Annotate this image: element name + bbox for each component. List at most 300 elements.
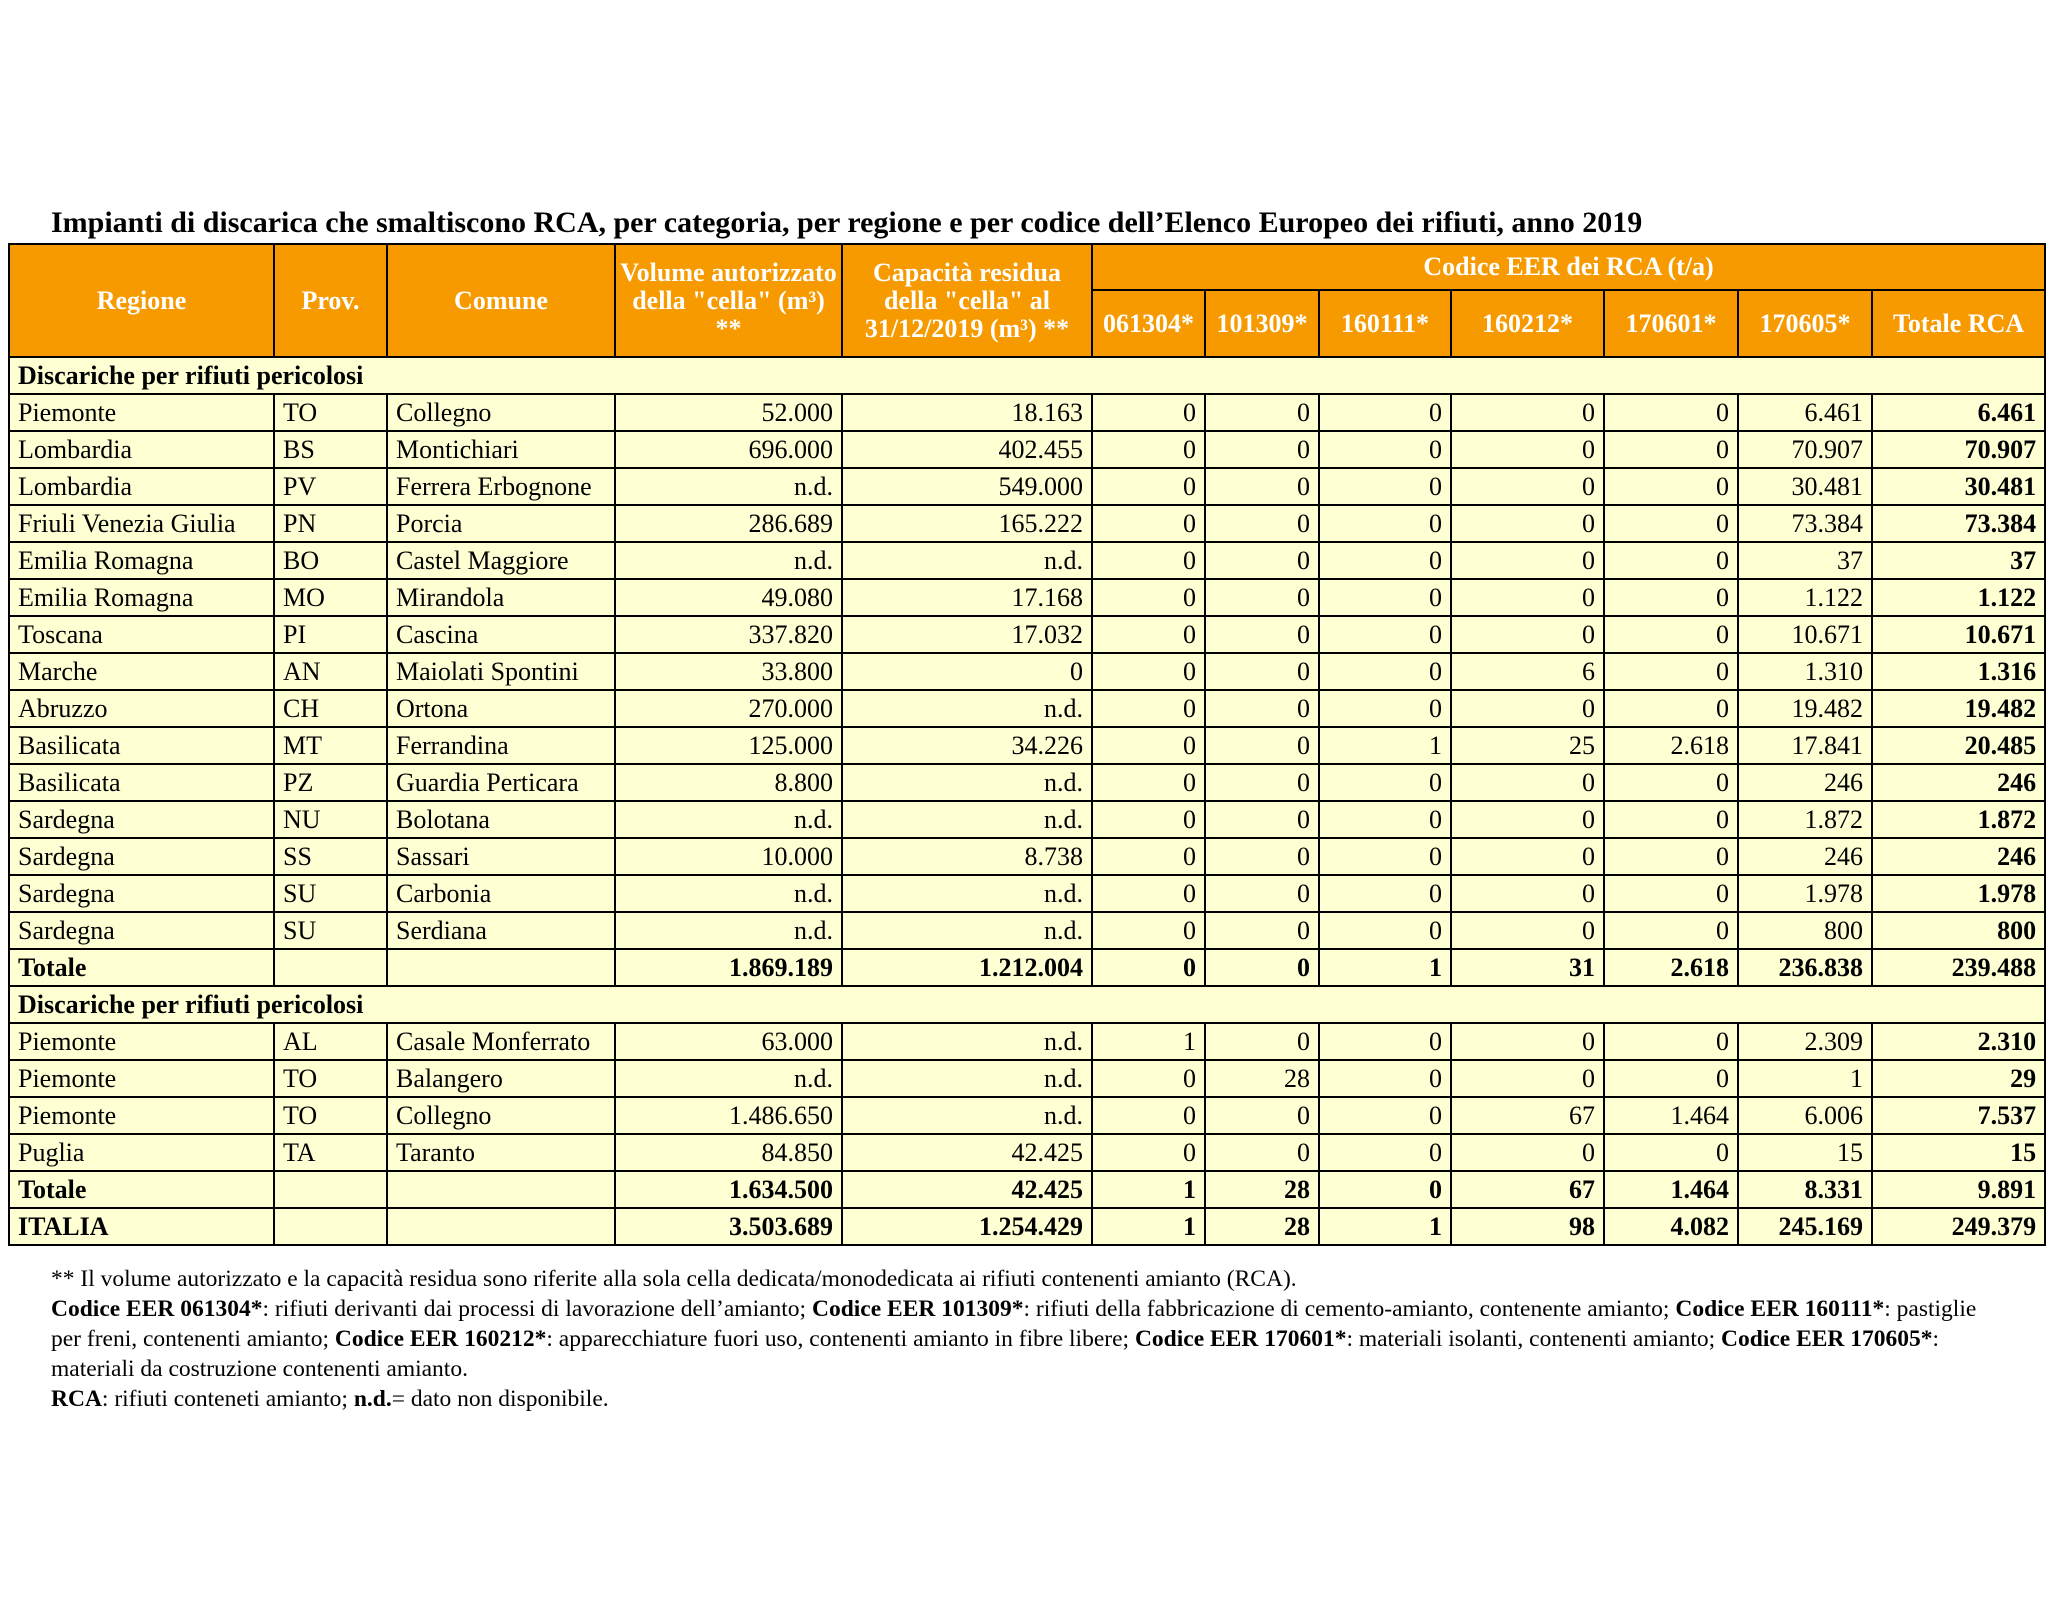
- cell-comune: [387, 1171, 615, 1208]
- cell-volume: 337.820: [615, 616, 842, 653]
- cell-prov: SU: [274, 875, 387, 912]
- cell-volume: 10.000: [615, 838, 842, 875]
- cell-160212: 67: [1451, 1097, 1604, 1134]
- cell-totale-rca: 37: [1872, 542, 2045, 579]
- table-row: [9, 875, 2045, 912]
- cell-volume: 696.000: [615, 431, 842, 468]
- table-row: [9, 468, 2045, 505]
- cell-prov: AN: [274, 653, 387, 690]
- total-label: Totale: [9, 1171, 274, 1208]
- cell-170601: 0: [1604, 653, 1738, 690]
- cell-160212: 31: [1451, 949, 1604, 986]
- section-label: Discariche per rifiuti pericolosi: [9, 357, 2045, 394]
- cell-totale-rca: 29: [1872, 1060, 2045, 1097]
- cell-061304: 0: [1092, 801, 1205, 838]
- cell-prov: TO: [274, 1097, 387, 1134]
- cell-prov: PV: [274, 468, 387, 505]
- table-row: [9, 1134, 2045, 1171]
- cell-totale-rca: 1.978: [1872, 875, 2045, 912]
- cell-160212: 0: [1451, 616, 1604, 653]
- table-row: [9, 801, 2045, 838]
- note-code-text: : rifiuti derivanti dai processi di lavorazione dell’amianto;: [262, 1296, 812, 1322]
- cell-101309: 0: [1205, 653, 1319, 690]
- cell-160111: 1: [1319, 1208, 1451, 1245]
- cell-160111: 0: [1319, 764, 1451, 801]
- cell-170605: 6.006: [1738, 1097, 1872, 1134]
- cell-prov: MO: [274, 579, 387, 616]
- cell-prov: [274, 949, 387, 986]
- cell-170605: 73.384: [1738, 505, 1872, 542]
- cell-101309: 0: [1205, 579, 1319, 616]
- cell-prov: PN: [274, 505, 387, 542]
- header-code-160212: 160212*: [1451, 290, 1604, 357]
- cell-101309: 0: [1205, 616, 1319, 653]
- cell-totale-rca: 9.891: [1872, 1171, 2045, 1208]
- total-row: [9, 949, 2045, 986]
- cell-capacita: 8.738: [842, 838, 1092, 875]
- cell-160111: 0: [1319, 690, 1451, 727]
- cell-regione: Basilicata: [9, 727, 274, 764]
- cell-170605: 1.978: [1738, 875, 1872, 912]
- cell-160212: 0: [1451, 394, 1604, 431]
- cell-160111: 0: [1319, 1134, 1451, 1171]
- table-row: [9, 838, 2045, 875]
- cell-comune: Ortona: [387, 690, 615, 727]
- cell-totale-rca: 1.316: [1872, 653, 2045, 690]
- cell-totale-rca: 1.872: [1872, 801, 2045, 838]
- cell-101309: 0: [1205, 727, 1319, 764]
- cell-totale-rca: 70.907: [1872, 431, 2045, 468]
- cell-capacita: n.d.: [842, 1060, 1092, 1097]
- cell-capacita: n.d.: [842, 542, 1092, 579]
- cell-170605: 1: [1738, 1060, 1872, 1097]
- cell-totale-rca: 73.384: [1872, 505, 2045, 542]
- cell-volume: n.d.: [615, 542, 842, 579]
- cell-101309: 28: [1205, 1060, 1319, 1097]
- note-abbr-label: RCA: [51, 1386, 102, 1412]
- cell-capacita: 42.425: [842, 1134, 1092, 1171]
- cell-volume: n.d.: [615, 912, 842, 949]
- cell-170601: 0: [1604, 801, 1738, 838]
- cell-prov: MT: [274, 727, 387, 764]
- cell-regione: Sardegna: [9, 801, 274, 838]
- cell-comune: Castel Maggiore: [387, 542, 615, 579]
- cell-comune: Casale Monferrato: [387, 1023, 615, 1060]
- cell-170605: 1.122: [1738, 579, 1872, 616]
- header-code-061304: 061304*: [1092, 290, 1205, 357]
- cell-regione: Sardegna: [9, 875, 274, 912]
- header-code-160111: 160111*: [1319, 290, 1451, 357]
- cell-comune: Montichiari: [387, 431, 615, 468]
- cell-volume: 1.869.189: [615, 949, 842, 986]
- cell-regione: Lombardia: [9, 468, 274, 505]
- cell-160212: 0: [1451, 431, 1604, 468]
- note-code-text: : materiali isolanti, contenenti amianto;: [1346, 1326, 1722, 1352]
- cell-101309: 0: [1205, 949, 1319, 986]
- table-row: [9, 653, 2045, 690]
- cell-170605: 19.482: [1738, 690, 1872, 727]
- cell-prov: BO: [274, 542, 387, 579]
- section-row: [9, 357, 2045, 394]
- table-row: [9, 764, 2045, 801]
- cell-totale-rca: 2.310: [1872, 1023, 2045, 1060]
- table-row: [9, 912, 2045, 949]
- cell-061304: 0: [1092, 1134, 1205, 1171]
- cell-160111: 0: [1319, 838, 1451, 875]
- cell-capacita: 42.425: [842, 1171, 1092, 1208]
- cell-comune: Guardia Perticara: [387, 764, 615, 801]
- cell-160111: 1: [1319, 727, 1451, 764]
- cell-061304: 0: [1092, 875, 1205, 912]
- cell-160111: 0: [1319, 801, 1451, 838]
- cell-volume: n.d.: [615, 468, 842, 505]
- cell-totale-rca: 246: [1872, 838, 2045, 875]
- cell-160111: 0: [1319, 1060, 1451, 1097]
- cell-170601: 4.082: [1604, 1208, 1738, 1245]
- note-code-label: Codice EER 170601*: [1134, 1326, 1347, 1352]
- header-regione: Regione: [9, 244, 274, 357]
- cell-160212: 0: [1451, 579, 1604, 616]
- cell-160111: 0: [1319, 616, 1451, 653]
- cell-regione: Marche: [9, 653, 274, 690]
- cell-regione: Emilia Romagna: [9, 542, 274, 579]
- cell-comune: Ferrera Erbognone: [387, 468, 615, 505]
- cell-regione: Lombardia: [9, 431, 274, 468]
- cell-capacita: 18.163: [842, 394, 1092, 431]
- cell-170605: 236.838: [1738, 949, 1872, 986]
- cell-totale-rca: 6.461: [1872, 394, 2045, 431]
- cell-comune: Maiolati Spontini: [387, 653, 615, 690]
- cell-160212: 0: [1451, 838, 1604, 875]
- cell-170605: 6.461: [1738, 394, 1872, 431]
- header-code-170601: 170601*: [1604, 290, 1738, 357]
- cell-101309: 0: [1205, 1097, 1319, 1134]
- cell-170605: 245.169: [1738, 1208, 1872, 1245]
- document: [8, 205, 2044, 1414]
- cell-061304: 0: [1092, 653, 1205, 690]
- cell-061304: 0: [1092, 1060, 1205, 1097]
- cell-160111: 0: [1319, 579, 1451, 616]
- cell-totale-rca: 10.671: [1872, 616, 2045, 653]
- cell-volume: n.d.: [615, 875, 842, 912]
- cell-comune: Porcia: [387, 505, 615, 542]
- cell-capacita: 1.254.429: [842, 1208, 1092, 1245]
- cell-061304: 0: [1092, 764, 1205, 801]
- cell-regione: Sardegna: [9, 912, 274, 949]
- cell-regione: Puglia: [9, 1134, 274, 1171]
- cell-volume: 33.800: [615, 653, 842, 690]
- cell-regione: Piemonte: [9, 394, 274, 431]
- cell-170601: 0: [1604, 431, 1738, 468]
- cell-170601: 0: [1604, 838, 1738, 875]
- cell-170605: 246: [1738, 764, 1872, 801]
- cell-comune: Bolotana: [387, 801, 615, 838]
- cell-101309: 0: [1205, 431, 1319, 468]
- cell-101309: 0: [1205, 875, 1319, 912]
- grand-total-row: [9, 1208, 2045, 1245]
- cell-160111: 0: [1319, 505, 1451, 542]
- cell-170601: 0: [1604, 394, 1738, 431]
- cell-capacita: 402.455: [842, 431, 1092, 468]
- cell-170605: 17.841: [1738, 727, 1872, 764]
- table-row: [9, 394, 2045, 431]
- note-abbr-text: = dato non disponibile.: [391, 1386, 609, 1412]
- cell-160212: 0: [1451, 690, 1604, 727]
- cell-comune: Ferrandina: [387, 727, 615, 764]
- cell-101309: 28: [1205, 1171, 1319, 1208]
- note-code-text: : apparecchiature fuori uso, contenenti amianto in fibre libere;: [546, 1326, 1135, 1352]
- cell-170601: 0: [1604, 690, 1738, 727]
- cell-061304: 1: [1092, 1208, 1205, 1245]
- cell-volume: 49.080: [615, 579, 842, 616]
- table-row: [9, 1023, 2045, 1060]
- cell-capacita: 549.000: [842, 468, 1092, 505]
- table-row: [9, 616, 2045, 653]
- cell-capacita: 1.212.004: [842, 949, 1092, 986]
- cell-160111: 0: [1319, 1097, 1451, 1134]
- cell-160212: 6: [1451, 653, 1604, 690]
- note-code-label: Codice EER 061304*: [51, 1296, 263, 1322]
- cell-101309: 0: [1205, 764, 1319, 801]
- cell-prov: PZ: [274, 764, 387, 801]
- cell-061304: 0: [1092, 468, 1205, 505]
- cell-volume: n.d.: [615, 801, 842, 838]
- cell-totale-rca: 249.379: [1872, 1208, 2045, 1245]
- cell-prov: SU: [274, 912, 387, 949]
- cell-totale-rca: 246: [1872, 764, 2045, 801]
- cell-160212: 67: [1451, 1171, 1604, 1208]
- table-row: [9, 542, 2045, 579]
- cell-comune: Collegno: [387, 1097, 615, 1134]
- cell-prov: TA: [274, 1134, 387, 1171]
- cell-160111: 0: [1319, 468, 1451, 505]
- cell-volume: 270.000: [615, 690, 842, 727]
- cell-prov: NU: [274, 801, 387, 838]
- cell-160212: 0: [1451, 542, 1604, 579]
- cell-comune: Sassari: [387, 838, 615, 875]
- cell-160212: 0: [1451, 1134, 1604, 1171]
- cell-prov: PI: [274, 616, 387, 653]
- cell-comune: [387, 949, 615, 986]
- cell-061304: 0: [1092, 505, 1205, 542]
- note-abbr-text: : rifiuti conteneti amianto;: [101, 1386, 354, 1412]
- cell-regione: Piemonte: [9, 1023, 274, 1060]
- cell-comune: Taranto: [387, 1134, 615, 1171]
- cell-101309: 0: [1205, 690, 1319, 727]
- cell-170601: 0: [1604, 579, 1738, 616]
- total-row: [9, 1171, 2045, 1208]
- header-code-101309: 101309*: [1205, 290, 1319, 357]
- cell-capacita: 34.226: [842, 727, 1092, 764]
- cell-160212: 0: [1451, 1023, 1604, 1060]
- cell-capacita: n.d.: [842, 801, 1092, 838]
- cell-101309: 0: [1205, 468, 1319, 505]
- cell-capacita: 17.168: [842, 579, 1092, 616]
- cell-061304: 0: [1092, 838, 1205, 875]
- cell-comune: Balangero: [387, 1060, 615, 1097]
- cell-061304: 0: [1092, 912, 1205, 949]
- cell-061304: 0: [1092, 542, 1205, 579]
- cell-totale-rca: 239.488: [1872, 949, 2045, 986]
- cell-capacita: n.d.: [842, 1023, 1092, 1060]
- cell-061304: 0: [1092, 1097, 1205, 1134]
- cell-regione: Piemonte: [9, 1097, 274, 1134]
- cell-170605: 246: [1738, 838, 1872, 875]
- cell-capacita: n.d.: [842, 875, 1092, 912]
- cell-061304: 1: [1092, 1171, 1205, 1208]
- cell-101309: 0: [1205, 542, 1319, 579]
- cell-comune: [387, 1208, 615, 1245]
- cell-totale-rca: 800: [1872, 912, 2045, 949]
- cell-prov: AL: [274, 1023, 387, 1060]
- cell-160212: 0: [1451, 468, 1604, 505]
- cell-170601: 0: [1604, 764, 1738, 801]
- table-header: [9, 244, 2045, 357]
- table-row: [9, 1097, 2045, 1134]
- cell-160212: 0: [1451, 875, 1604, 912]
- cell-160111: 0: [1319, 875, 1451, 912]
- footnotes: [51, 1264, 2011, 1414]
- cell-comune: Serdiana: [387, 912, 615, 949]
- note-code-label: Codice EER 101309*: [811, 1296, 1024, 1322]
- cell-170605: 800: [1738, 912, 1872, 949]
- cell-prov: TO: [274, 394, 387, 431]
- cell-160111: 0: [1319, 542, 1451, 579]
- cell-170601: 0: [1604, 912, 1738, 949]
- note-code-text: : rifiuti della fabbricazione di cemento-amianto, contenente amianto;: [1023, 1296, 1676, 1322]
- footnote-abbreviations: [51, 1384, 2011, 1414]
- cell-prov: BS: [274, 431, 387, 468]
- cell-prov: CH: [274, 690, 387, 727]
- cell-160212: 0: [1451, 912, 1604, 949]
- note-code-text: : pastiglie per freni, contenenti amianto;: [51, 1296, 1977, 1352]
- table-row: [9, 431, 2045, 468]
- cell-capacita: n.d.: [842, 1097, 1092, 1134]
- cell-totale-rca: 30.481: [1872, 468, 2045, 505]
- cell-capacita: n.d.: [842, 912, 1092, 949]
- cell-170601: 0: [1604, 542, 1738, 579]
- cell-regione: Friuli Venezia Giulia: [9, 505, 274, 542]
- note-code-text: : materiali da costruzione contenenti amianto.: [51, 1326, 1940, 1382]
- cell-170601: 0: [1604, 875, 1738, 912]
- cell-101309: 0: [1205, 1134, 1319, 1171]
- footnote-codes: [51, 1294, 2011, 1384]
- cell-capacita: n.d.: [842, 690, 1092, 727]
- cell-101309: 0: [1205, 801, 1319, 838]
- cell-061304: 0: [1092, 727, 1205, 764]
- cell-160212: 0: [1451, 505, 1604, 542]
- cell-170601: 0: [1604, 1134, 1738, 1171]
- cell-regione: Piemonte: [9, 1060, 274, 1097]
- cell-170601: 0: [1604, 505, 1738, 542]
- cell-volume: 63.000: [615, 1023, 842, 1060]
- cell-170601: 0: [1604, 1023, 1738, 1060]
- section-row: [9, 986, 2045, 1023]
- cell-061304: 0: [1092, 690, 1205, 727]
- cell-160111: 0: [1319, 1171, 1451, 1208]
- cell-170605: 30.481: [1738, 468, 1872, 505]
- cell-totale-rca: 1.122: [1872, 579, 2045, 616]
- cell-170605: 1.310: [1738, 653, 1872, 690]
- cell-170601: 0: [1604, 616, 1738, 653]
- cell-volume: 125.000: [615, 727, 842, 764]
- cell-170605: 1.872: [1738, 801, 1872, 838]
- cell-comune: Mirandola: [387, 579, 615, 616]
- cell-volume: 286.689: [615, 505, 842, 542]
- cell-prov: [274, 1171, 387, 1208]
- table-row: [9, 690, 2045, 727]
- header-code-170605: 170605*: [1738, 290, 1872, 357]
- header-capacita: Capacità residua della "cella" al 31/12/2019 (m³) **: [842, 244, 1092, 357]
- cell-160111: 0: [1319, 653, 1451, 690]
- cell-capacita: 0: [842, 653, 1092, 690]
- cell-regione: Basilicata: [9, 764, 274, 801]
- cell-170601: 1.464: [1604, 1171, 1738, 1208]
- note-code-label: Codice EER 160111*: [1675, 1296, 1885, 1322]
- cell-170601: 0: [1604, 1060, 1738, 1097]
- cell-prov: SS: [274, 838, 387, 875]
- table-body: [9, 357, 2045, 1245]
- landfill-table: [8, 243, 2046, 1246]
- cell-170601: 0: [1604, 468, 1738, 505]
- cell-160212: 0: [1451, 1060, 1604, 1097]
- cell-101309: 0: [1205, 505, 1319, 542]
- cell-061304: 0: [1092, 394, 1205, 431]
- cell-170605: 10.671: [1738, 616, 1872, 653]
- note-code-label: Codice EER 170605*: [1721, 1326, 1933, 1352]
- table-row: [9, 579, 2045, 616]
- cell-170605: 15: [1738, 1134, 1872, 1171]
- cell-regione: Sardegna: [9, 838, 274, 875]
- cell-capacita: n.d.: [842, 764, 1092, 801]
- cell-totale-rca: 19.482: [1872, 690, 2045, 727]
- cell-170605: 37: [1738, 542, 1872, 579]
- cell-comune: Carbonia: [387, 875, 615, 912]
- cell-160111: 0: [1319, 394, 1451, 431]
- cell-regione: Abruzzo: [9, 690, 274, 727]
- cell-061304: 0: [1092, 949, 1205, 986]
- cell-prov: TO: [274, 1060, 387, 1097]
- cell-capacita: 165.222: [842, 505, 1092, 542]
- cell-101309: 0: [1205, 394, 1319, 431]
- cell-comune: Cascina: [387, 616, 615, 653]
- cell-170601: 1.464: [1604, 1097, 1738, 1134]
- cell-160212: 98: [1451, 1208, 1604, 1245]
- table-title: Impianti di discarica che smaltiscono RCA, per categoria, per regione e per codice dell’Elenco Europeo dei rifiuti, anno 2019: [51, 206, 1643, 239]
- header-codice-group: Codice EER dei RCA (t/a): [1092, 244, 2045, 290]
- total-label: ITALIA: [9, 1208, 274, 1245]
- cell-160111: 0: [1319, 431, 1451, 468]
- cell-volume: n.d.: [615, 1060, 842, 1097]
- cell-160111: 1: [1319, 949, 1451, 986]
- cell-170601: 2.618: [1604, 949, 1738, 986]
- cell-regione: Toscana: [9, 616, 274, 653]
- cell-volume: 1.634.500: [615, 1171, 842, 1208]
- cell-101309: 0: [1205, 838, 1319, 875]
- cell-170605: 8.331: [1738, 1171, 1872, 1208]
- header-volume: Volume autorizzato della "cella" (m³) **: [615, 244, 842, 357]
- cell-160111: 0: [1319, 1023, 1451, 1060]
- cell-170605: 2.309: [1738, 1023, 1872, 1060]
- cell-160111: 0: [1319, 912, 1451, 949]
- cell-061304: 0: [1092, 579, 1205, 616]
- cell-160212: 0: [1451, 801, 1604, 838]
- cell-totale-rca: 15: [1872, 1134, 2045, 1171]
- cell-101309: 0: [1205, 1023, 1319, 1060]
- table-row: [9, 505, 2045, 542]
- cell-comune: Collegno: [387, 394, 615, 431]
- cell-prov: [274, 1208, 387, 1245]
